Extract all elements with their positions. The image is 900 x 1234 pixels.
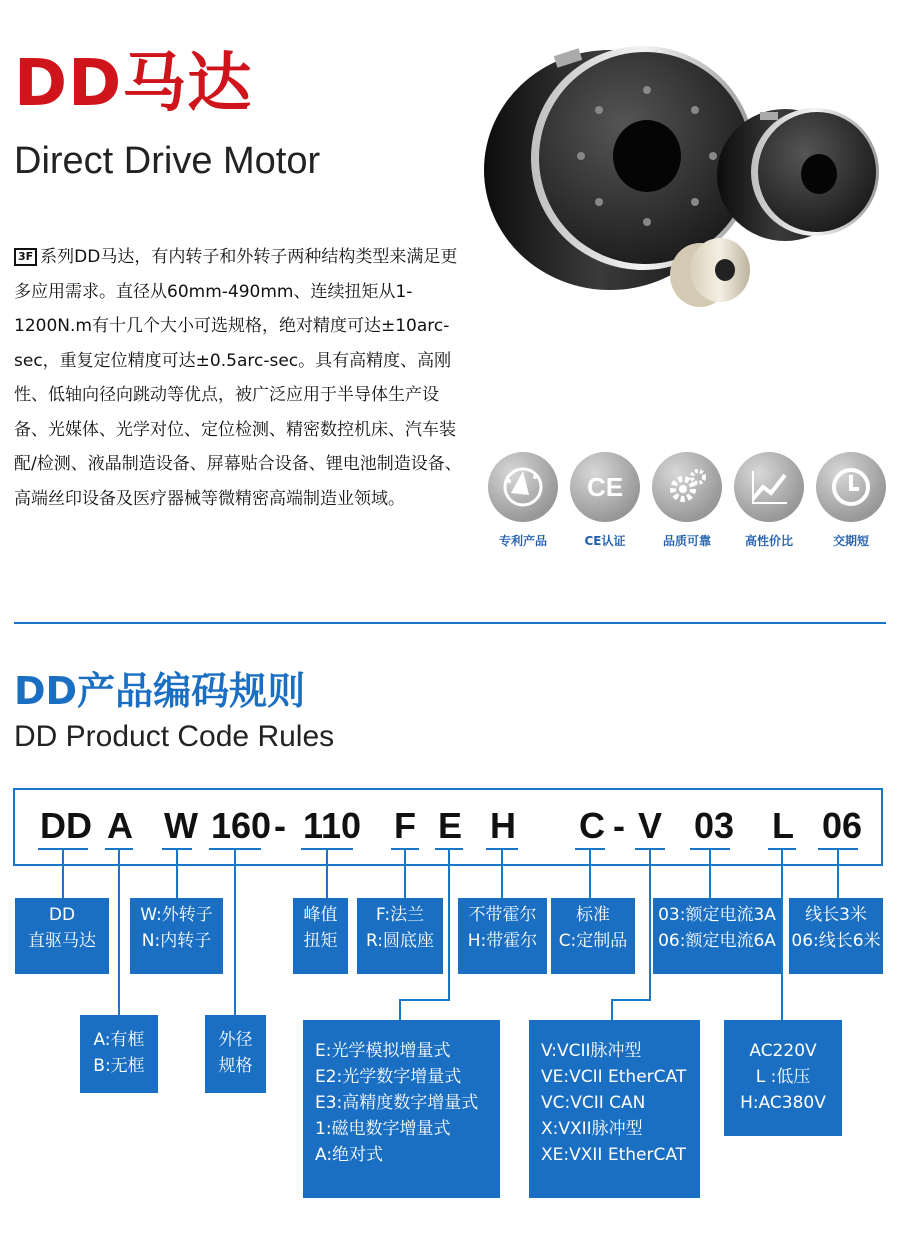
code-segment-torque: 110 [303, 805, 362, 846]
code-segment-current: 03 [694, 805, 735, 846]
box-line: 06:额定电流6A [658, 931, 776, 951]
code-segment-driver: V [638, 805, 663, 846]
box-encoder [303, 1020, 500, 1198]
box-line: 不带霍尔 [468, 905, 537, 925]
code-segment-dash: - [613, 805, 625, 846]
box-diameter [205, 1015, 266, 1093]
box-hall [458, 898, 547, 974]
box-line: 1:磁电数字增量式 [315, 1119, 451, 1139]
box-line: F:法兰 [375, 905, 425, 925]
code-segment-voltage: L [772, 805, 794, 846]
box-driver [529, 1020, 700, 1198]
intro-text: 系列DD马达，有内转子和外转子两种结构类型来满足更多应用需求。直径从60mm-490mm、连续扭矩从1-1200N.m有十几个大小可选规格，绝对精度可达±10arc-sec，重复定位精度可达±0.5arc-sec。具有高精度、高刚性、低轴向径向跳动等优点，被广泛应用于半导体生产设备、光媒体、光学对位、定位检测、精密数控机床、汽车装配/检测、液晶制造设备、屏幕贴合设备、锂电池制造设备、高端丝印设备及医疗器械等微精密高端制造业领域。 [14, 247, 462, 509]
box-line: 峰值 [303, 905, 338, 925]
box-line: A:绝对式 [315, 1145, 384, 1165]
box-line: E3:高精度数字增量式 [315, 1093, 479, 1113]
box-voltage [724, 1020, 842, 1136]
box-line: AC220V [749, 1041, 817, 1061]
box-cable [789, 898, 883, 974]
feature-label: 交期短 [832, 534, 869, 548]
box-line: A:有框 [93, 1030, 145, 1050]
code-segment-cable: 06 [822, 805, 863, 846]
box-torque [293, 898, 348, 974]
box-line: VE:VCII EtherCAT [541, 1067, 687, 1087]
box-line: W:外转子 [140, 905, 213, 925]
box-line: X:VXII脉冲型 [541, 1119, 643, 1139]
box-line: L :低压 [755, 1067, 811, 1087]
svg-text:CE: CE [586, 472, 624, 502]
box-line: N:内转子 [141, 931, 212, 951]
page-title-cn: DD马达 [14, 47, 253, 121]
code-segment-rotor: W [164, 805, 198, 846]
box-line: C:定制品 [558, 931, 628, 951]
feature-label: 专利产品 [498, 534, 547, 548]
box-line: E:光学模拟增量式 [315, 1041, 451, 1061]
page-title-en: Direct Drive Motor [14, 140, 321, 182]
box-frame [80, 1015, 158, 1093]
code-segment-hall: H [490, 805, 516, 846]
box-line: XE:VXII EtherCAT [541, 1145, 687, 1165]
box-line: B:无框 [93, 1056, 145, 1076]
feature-label: 品质可靠 [662, 534, 711, 548]
box-line: R:圆底座 [365, 931, 435, 951]
box-rotor [130, 898, 223, 974]
feature-label: CE认证 [584, 534, 626, 548]
box-line: 扭矩 [303, 931, 338, 951]
code-segment-dash: - [274, 805, 286, 846]
box-line: VC:VCII CAN [541, 1093, 646, 1113]
box-line: DD [48, 905, 76, 925]
section-title-cn: DD产品编码规则 [14, 669, 306, 713]
box-line: 06:线长6米 [791, 931, 881, 951]
box-custom [551, 898, 635, 974]
box-dd [15, 898, 109, 974]
box-mount [357, 898, 443, 974]
box-line: 线长3米 [805, 905, 867, 925]
box-line: 直驱马达 [28, 931, 96, 951]
box-line: E2:光学数字增量式 [315, 1067, 462, 1087]
box-line: 规格 [218, 1056, 253, 1076]
box-line: 外径 [218, 1030, 253, 1050]
section-title-en: DD Product Code Rules [14, 720, 335, 753]
box-line: H:AC380V [740, 1093, 826, 1113]
box-current [653, 898, 781, 974]
code-segment-diameter: 160 [211, 805, 272, 846]
box-line: 03:额定电流3A [658, 905, 776, 925]
code-segment-encoder: E [438, 805, 463, 846]
brand-logo: 3F [14, 248, 37, 266]
code-segment-custom: C [579, 805, 605, 846]
box-line: H:带霍尔 [467, 931, 538, 951]
feature-label: 高性价比 [744, 534, 793, 548]
box-line: 标准 [576, 905, 610, 925]
code-segment-frame: A [107, 805, 133, 846]
box-line: V:VCII脉冲型 [541, 1041, 642, 1061]
code-segment-dd: DD [40, 805, 92, 846]
code-segment-mount: F [394, 805, 416, 846]
